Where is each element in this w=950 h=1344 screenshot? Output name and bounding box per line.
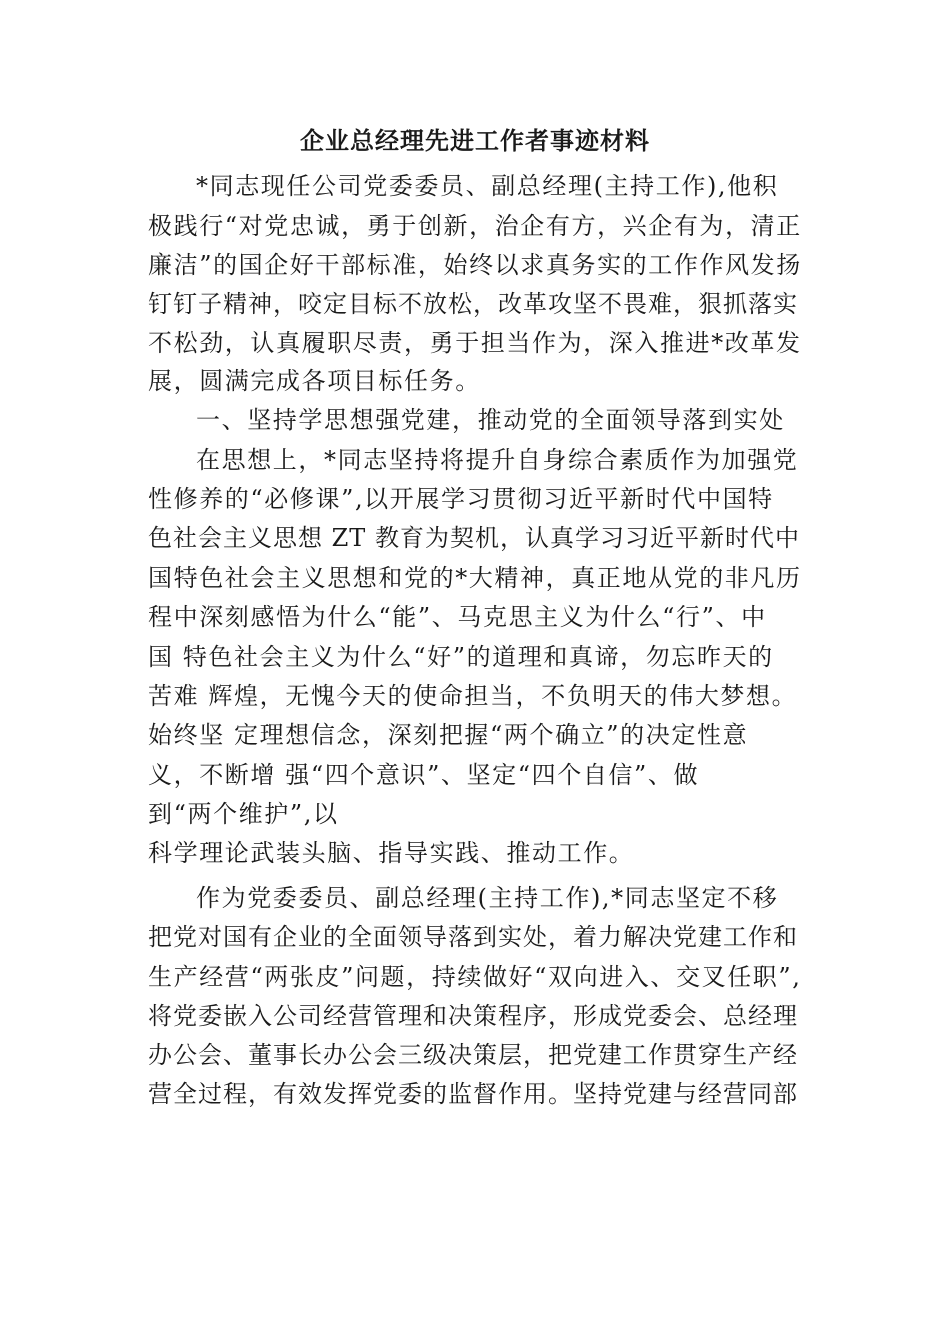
- paragraph-line: 性修养的“必修课”,以开展学习贯彻习近平新时代中国特: [148, 485, 774, 513]
- paragraph-line: 程中深刻感悟为什么“能”、马克思主义为什么“行”、中: [148, 603, 767, 631]
- section-heading: 一、坚持学思想强党建，推动党的全面领导落到实处: [196, 406, 785, 434]
- paragraph-line: 科学理论武装头脑、指导实践、推动工作。: [148, 839, 635, 867]
- paragraph-line: 始终坚 定理想信念，深刻把握“两个确立”的决定性意: [148, 721, 749, 749]
- paragraph-line: 色社会主义思想 ZT 教育为契机，认真学习习近平新时代中: [148, 524, 800, 552]
- paragraph-line: 不松劲，认真履职尽责，勇于担当作为，深入推进*改革发: [148, 329, 802, 357]
- paragraph-line: 国特色社会主义思想和党的*大精神，真正地从党的非凡历: [148, 564, 802, 592]
- paragraph-line: 办公会、董事长办公会三级决策层，把党建工作贯穿生产经: [148, 1041, 798, 1069]
- paragraph-line: 义，不断增 强“四个意识”、坚定“四个自信”、做: [148, 761, 700, 789]
- paragraph-line: 生产经营“两张皮”问题，持续做好“双向进入、交叉任职”,: [148, 963, 802, 991]
- paragraph-line: 苦难 辉煌，无愧今天的使命担当，不负明天的伟大梦想。: [148, 682, 798, 710]
- paragraph-line: 极践行“对党忠诚，勇于创新，治企有方，兴企有为，清正: [148, 212, 802, 240]
- paragraph-line: 将党委嵌入公司经营管理和决策程序，形成党委会、总经理: [148, 1002, 798, 1030]
- document-title: 企业总经理先进工作者事迹材料: [300, 126, 650, 155]
- paragraph-line: 作为党委委员、副总经理(主持工作),*同志坚定不移: [196, 884, 779, 912]
- paragraph-line: 廉洁”的国企好干部标准，始终以求真务实的工作作风发扬: [148, 251, 802, 279]
- paragraph-line: 展，圆满完成各项目标任务。: [148, 367, 481, 395]
- paragraph-line: 钉钉子精神，咬定目标不放松，改革攻坚不畏难，狠抓落实: [148, 290, 798, 318]
- paragraph-line: *同志现任公司党委委员、副总经理(主持工作),他积: [196, 172, 779, 200]
- paragraph-line: 营全过程，有效发挥党委的监督作用。坚持党建与经营同部: [148, 1080, 798, 1108]
- paragraph-line: 在思想上，*同志坚持将提升自身综合素质作为加强党: [196, 446, 799, 474]
- paragraph-line: 到“两个维护”,以: [148, 800, 339, 828]
- paragraph-line: 把党对国有企业的全面领导落到实处，着力解决党建工作和: [148, 923, 798, 951]
- paragraph-line: 国 特色社会主义为什么“好”的道理和真谛，勿忘昨天的: [148, 643, 774, 671]
